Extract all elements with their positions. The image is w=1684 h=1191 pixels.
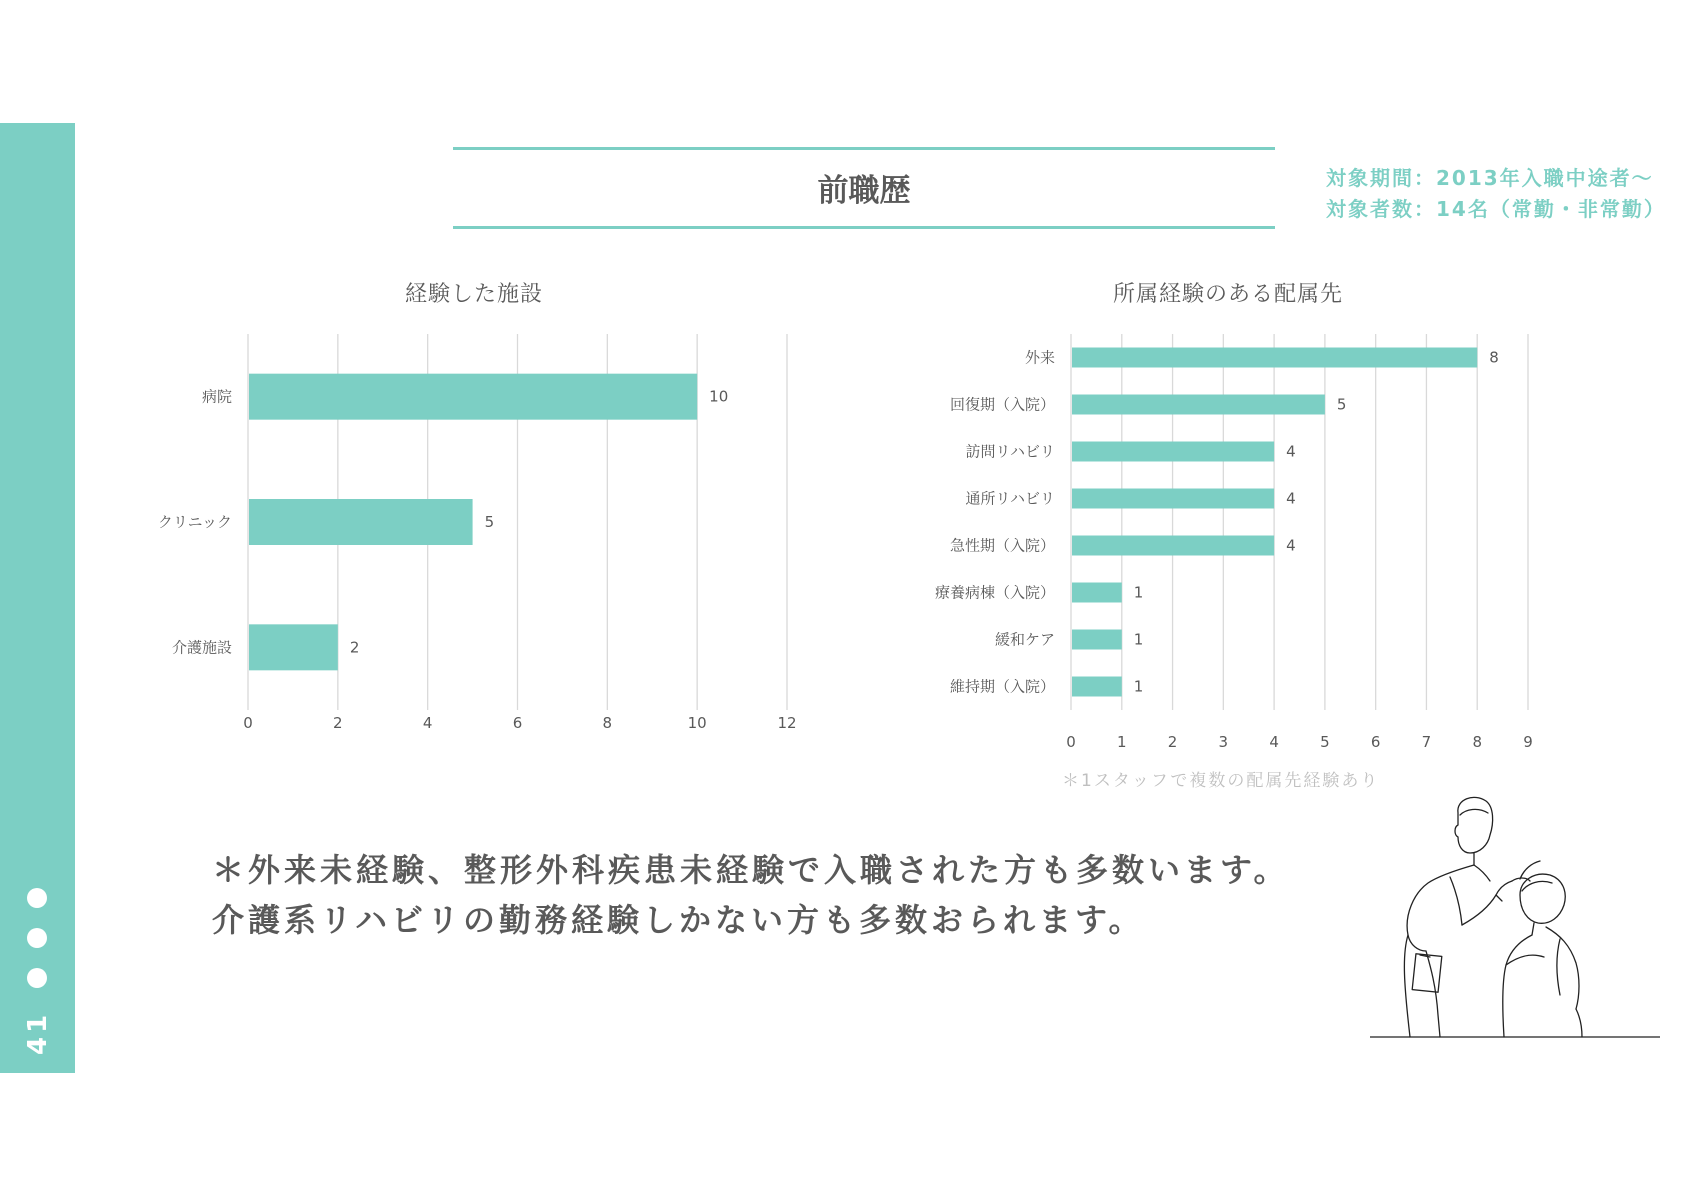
x-tick-label: 6: [512, 714, 523, 732]
x-tick-label: 0: [243, 714, 253, 732]
page-number: 41: [23, 1010, 53, 1056]
x-tick-label: 6: [1370, 733, 1381, 751]
category-label: 外来: [1024, 348, 1055, 367]
chart-title-facilities: 経験した施設: [405, 282, 544, 307]
message-text: [212, 845, 1289, 945]
category-label: 緩和ケア: [994, 630, 1055, 649]
category-label: 急性期（入院）: [949, 536, 1055, 555]
bar: [1072, 583, 1122, 603]
data-label: 4: [1286, 489, 1296, 508]
bar: [1072, 536, 1274, 556]
category-label: 介護施設: [171, 638, 232, 657]
x-tick-label: 10: [687, 714, 707, 732]
bar: [1072, 677, 1122, 697]
bar: [249, 624, 338, 670]
chart-title-departments: 所属経験のある配属先: [1113, 282, 1344, 307]
category-label: 回復期（入院）: [949, 395, 1055, 414]
count-line: 対象者数：14名（常勤・非常勤）: [1326, 197, 1666, 221]
x-tick-label: 4: [1269, 733, 1279, 751]
x-tick-label: 5: [1320, 733, 1330, 751]
footnote: ＊1スタッフで複数の配属先経験あり: [1062, 771, 1380, 791]
data-label: 1: [1133, 583, 1144, 602]
data-label: 5: [1336, 395, 1347, 414]
data-label: 4: [1286, 536, 1296, 555]
message-line: ＊外来未経験、整形外科疾患未経験で入職された方も多数います。: [212, 851, 1290, 889]
data-label: 1: [1133, 630, 1144, 649]
bar: [1072, 489, 1274, 509]
page-title: 前職歴: [817, 173, 911, 209]
x-tick-label: 12: [777, 714, 797, 732]
message-line: 介護系リハビリの勤務経験しかない方も多数おられます。: [212, 901, 1145, 939]
bar: [1072, 630, 1122, 650]
period-line: 対象期間：2013年入職中途者～: [1326, 166, 1654, 190]
x-tick-label: 2: [1167, 733, 1178, 751]
category-label: 維持期（入院）: [949, 677, 1055, 696]
bar: [1072, 442, 1274, 462]
bar: [249, 499, 473, 545]
category-label: 訪問リハビリ: [965, 442, 1055, 461]
data-label: 5: [484, 513, 495, 531]
bar: [249, 374, 697, 420]
x-tick-label: 3: [1218, 733, 1229, 751]
category-label: 療養病棟（入院）: [934, 583, 1055, 602]
data-label: 10: [709, 387, 729, 406]
x-tick-label: 1: [1117, 733, 1127, 751]
category-label: 通所リハビリ: [965, 489, 1055, 508]
data-label: 8: [1489, 348, 1499, 367]
therapist-patient-illustration: [1370, 795, 1660, 1040]
x-tick-label: 8: [602, 714, 613, 732]
data-label: 1: [1133, 677, 1144, 696]
x-tick-label: 8: [1472, 733, 1482, 751]
data-label: 2: [349, 638, 360, 657]
x-tick-label: 7: [1421, 733, 1432, 751]
category-label: クリニック: [157, 513, 232, 531]
x-tick-label: 0: [1066, 733, 1076, 751]
x-tick-label: 2: [333, 714, 343, 732]
data-label: 4: [1286, 442, 1296, 461]
x-tick-label: 4: [422, 714, 433, 732]
x-tick-label: 9: [1523, 733, 1533, 751]
bar: [1072, 395, 1325, 415]
category-label: 病院: [201, 387, 232, 406]
bar: [1072, 348, 1477, 368]
